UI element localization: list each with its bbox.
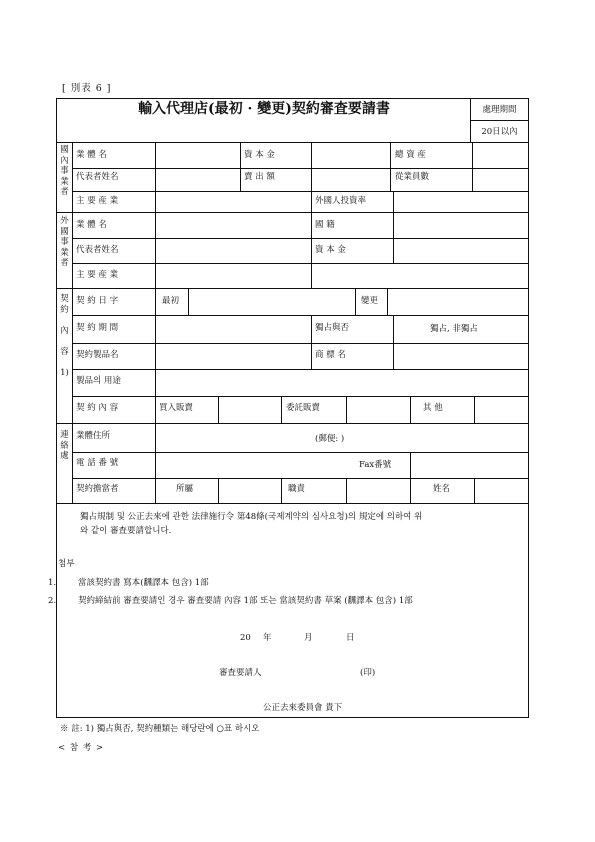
- row-divider: [72, 238, 528, 239]
- column-divider: [472, 143, 473, 191]
- requester-seal: (印): [360, 668, 376, 678]
- contract-date-label: 契 約 日 字: [76, 296, 119, 306]
- section-divider: [57, 212, 528, 213]
- foreign-nationality-label: 國 籍: [315, 220, 335, 230]
- row-divider: [72, 396, 528, 397]
- row-divider: [72, 343, 528, 344]
- postal-code-label: (郵便: ): [315, 434, 345, 444]
- foreign-company-name-label: 業 體 名: [76, 220, 107, 230]
- contract-products-label: 契約製品名: [76, 350, 119, 360]
- domestic-company-name-label: 業 體 名: [76, 150, 107, 160]
- row-divider: [72, 369, 528, 370]
- contact-section-label: 連 絡 處: [60, 430, 69, 461]
- footnote: ※ 註: 1) 獨占與否, 契約種類는 해당란에 ○표 하시오: [60, 724, 260, 734]
- trademark-label: 商 標 名: [315, 350, 346, 360]
- attachment-2: 契約締結前 審査要請인 경우 審査要請 內容 1部 또는 當該契約書 草案 (飜譯本 包含) 1部: [78, 596, 413, 606]
- foreign-main-products-label: 主 要 産 業: [76, 270, 119, 280]
- column-divider: [474, 478, 475, 503]
- exclusive-value: 獨占, 非獨占: [430, 324, 478, 334]
- section-divider: [57, 503, 528, 504]
- column-divider: [281, 478, 282, 503]
- attachment-1-number: 1.: [48, 578, 57, 588]
- section-divider: [57, 423, 528, 424]
- date-month: 月: [304, 633, 313, 643]
- requester-label: 審査要請人: [219, 668, 262, 678]
- purchase-sale-label: 買入販賣: [159, 403, 194, 413]
- exclusive-label: 獨占與否: [315, 323, 350, 333]
- column-divider: [393, 315, 394, 369]
- processing-period-label: 處理期間: [471, 99, 528, 121]
- row-divider: [72, 452, 528, 453]
- column-divider: [393, 191, 394, 263]
- column-divider: [311, 212, 312, 288]
- product-usage-label: 製品의 用途: [76, 376, 121, 386]
- contract-period-label: 契 約 期 間: [76, 323, 119, 333]
- column-divider: [72, 143, 73, 503]
- attachment-1: 當該契約書 寫本(飜譯本 包含) 1部: [78, 578, 209, 588]
- column-divider: [346, 478, 347, 503]
- row-divider: [72, 168, 528, 169]
- date-year: 年: [263, 633, 272, 643]
- fax-number-label: Fax番號: [359, 460, 392, 470]
- domestic-rep-name-label: 代表者姓名: [76, 172, 119, 182]
- department-label: 所屬: [176, 484, 194, 494]
- contract-first-label: 最初: [162, 296, 180, 306]
- domestic-foreign-invest-label: 外國人投資率: [315, 196, 367, 206]
- domestic-sales-label: 賣 出 額: [244, 172, 275, 182]
- consignment-sale-label: 委託販賣: [286, 403, 321, 413]
- reference-label: < 참 考 >: [58, 743, 105, 753]
- date-day: 日: [346, 633, 355, 643]
- declaration-line2: 와 같이 審査要請합니다.: [80, 526, 172, 536]
- domestic-capital-label: 資 本 金: [244, 150, 275, 160]
- foreign-section-label: 外 國 事 業 者: [60, 216, 69, 268]
- domestic-employees-label: 從業員數: [395, 172, 430, 182]
- column-divider: [346, 396, 347, 423]
- other-label: 其 他: [423, 403, 443, 413]
- column-divider: [281, 396, 282, 423]
- attachment-2-number: 2.: [48, 596, 57, 606]
- column-divider: [155, 143, 156, 503]
- addressee: 公正去來委員會 貴下: [263, 703, 343, 713]
- column-divider: [355, 288, 356, 315]
- column-divider: [474, 396, 475, 423]
- contract-change-label: 變更: [361, 296, 379, 306]
- domestic-total-assets-label: 總 資 産: [395, 150, 426, 160]
- business-address-label: 業體住所: [76, 431, 111, 441]
- contract-section-label: 契 約 內 容 1): [60, 294, 69, 378]
- attachments-label: 첨부: [58, 559, 75, 569]
- phone-number-label: 電 話 番 號: [76, 458, 119, 468]
- declaration-line1: 獨占規制 및 公正去來에 관한 法律施行令 第48條(국제계약의 심사요청)의 規定에 의하여 위: [80, 512, 423, 522]
- column-divider: [218, 478, 219, 503]
- row-divider: [72, 263, 528, 264]
- column-divider: [218, 396, 219, 423]
- contract-content-label: 契 約 內 容: [76, 403, 119, 413]
- domestic-main-products-label: 主 要 産 業: [76, 196, 119, 206]
- document-label: [ 別表 6 ]: [62, 83, 112, 94]
- column-divider: [410, 452, 411, 478]
- processing-period-value: 20日以內: [481, 127, 518, 137]
- column-divider: [311, 143, 312, 212]
- page-title: 輸入代理店(最初 · 變更)契約審査要請書: [138, 101, 390, 117]
- column-divider: [188, 288, 189, 315]
- column-divider: [240, 143, 241, 191]
- column-divider: [390, 143, 391, 191]
- name-label: 姓名: [433, 484, 451, 494]
- row-divider: [72, 191, 528, 192]
- foreign-capital-label: 資 本 金: [315, 245, 346, 255]
- section-divider: [57, 288, 528, 289]
- date-prefix: 20: [240, 633, 251, 643]
- row-divider: [72, 478, 528, 479]
- column-divider: [410, 396, 411, 423]
- column-divider: [387, 288, 388, 315]
- column-divider: [410, 478, 411, 503]
- column-divider: [311, 315, 312, 369]
- position-label: 職責: [288, 484, 306, 494]
- foreign-rep-name-label: 代表者姓名: [76, 245, 119, 255]
- domestic-section-label: 國 內 事 業 者: [60, 145, 69, 197]
- row-divider: [72, 315, 528, 316]
- contract-manager-label: 契約擔當者: [76, 484, 119, 494]
